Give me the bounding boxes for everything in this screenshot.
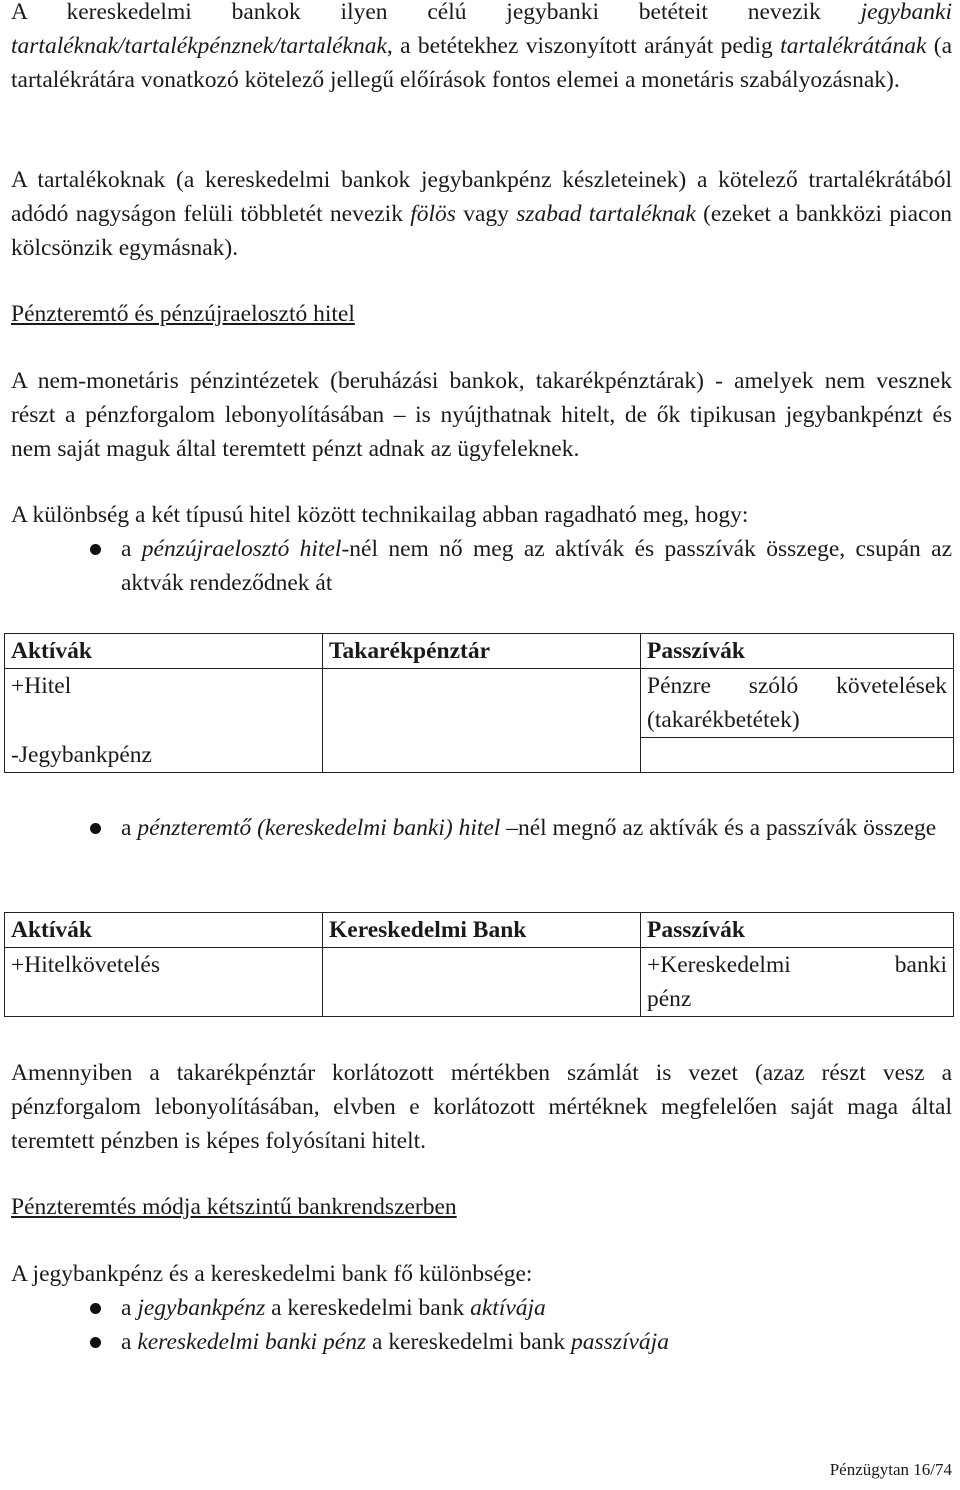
cell-empty [323, 948, 641, 1017]
header-institution: Kereskedelmi Bank [323, 913, 641, 948]
cell-passziva-line: +Kereskedelmi banki [647, 952, 947, 978]
header-passzivak: Passzívák [641, 634, 954, 669]
section-heading-ketszintu-bankrendszer: Pénzteremtés módja kétszintű bankrendszerben [11, 1194, 457, 1220]
cell-passziva: +Kereskedelmi banki pénz [641, 948, 954, 1017]
paragraph-takarekpenztar-szamla: Amennyiben a takarékpénztár korlátozott mértékben számlát is vezet (azaz részt vesz a pénzforgalom lebonyolításában, elvben e korlátozott mértéknek megfelelően saját maga által teremtett pénzben is képes folyósítani hitelt. [11, 1060, 952, 1154]
balance-sheet-takarekpenztar [4, 633, 954, 773]
cell-empty [323, 669, 641, 773]
table-row [5, 669, 954, 738]
balance-sheet-kereskedelmi-bank [4, 912, 954, 1017]
section-heading-penzteremto-hitel: Pénzteremtő és pénzújraelosztó hitel [11, 301, 355, 327]
cell-aktiva: -Jegybankpénz [5, 738, 323, 773]
table-header-row [5, 913, 954, 948]
bullet-jegybankpenz: a jegybankpénz a kereskedelmi bank aktívája [121, 1291, 952, 1325]
cell-passziva: Pénzre szóló követelések (takarékbetétek) [641, 669, 954, 738]
header-aktivak: Aktívák [5, 913, 323, 948]
cell-aktiva: +Hitelkövetelés [5, 948, 323, 1017]
bullet-penzteremto: a pénzteremtő (kereskedelmi banki) hitel –nél megnő az aktívák és a passzívák összege [121, 811, 952, 845]
bullet-kereskedelmi-banki-penz: a kereskedelmi banki pénz a kereskedelmi bank passzívája [121, 1325, 952, 1359]
table-header-row [5, 634, 954, 669]
paragraph-nem-monetaris: A nem-monetáris pénzintézetek (beruházási bankok, takarékpénztárak) - amelyek nem vesznek részt a pénzforgalom lebonyolításában – is nyújthatnak hitelt, de ők tipikusan jegybankpénzt és nem saját maguk által teremtett pénzt adnak az ügyfeleknek. [11, 368, 952, 462]
header-passzivak: Passzívák [641, 913, 954, 948]
paragraph-kulonbseg: A különbség a két típusú hitel között technikailag abban ragadható meg, hogy: [11, 502, 749, 528]
cell-aktiva: +Hitel [5, 669, 323, 738]
table-row [5, 948, 954, 1017]
paragraph-fo-kulonbseg: A jegybankpénz és a kereskedelmi bank fő különbsége: [11, 1261, 533, 1287]
bullet-penzujraeloszto: a pénzújraelosztó hitel-nél nem nő meg az aktívák és passzívák összege, csupán az aktvák rendeződnek át [121, 532, 952, 600]
paragraph-folos-tartalek: A tartalékoknak (a kereskedelmi bankok jegybankpénz készleteinek) a kötelező trartalékrátából adódó nagyságon felüli többletét nevezik fölös vagy szabad tartaléknak (ezeket a bankközi piacon kölcsönzik egymásnak). [11, 167, 952, 261]
header-aktivak: Aktívák [5, 634, 323, 669]
cell-passziva [641, 738, 954, 773]
paragraph-jegybanki-tartalek: A kereskedelmi bankok ilyen célú jegybanki betéteit nevezik jegybanki tartaléknak/tartalékpénznek/tartaléknak, a betétekhez viszonyított arányát pedig tartalékrátának (a tartalékrátára vonatkozó kötelező jellegű előírások fontos elemei a monetáris szabályozásnak). [11, 0, 952, 93]
page-footer: Pénzügytan 16/74 [829, 1460, 952, 1479]
header-institution: Takarékpénztár [323, 634, 641, 669]
